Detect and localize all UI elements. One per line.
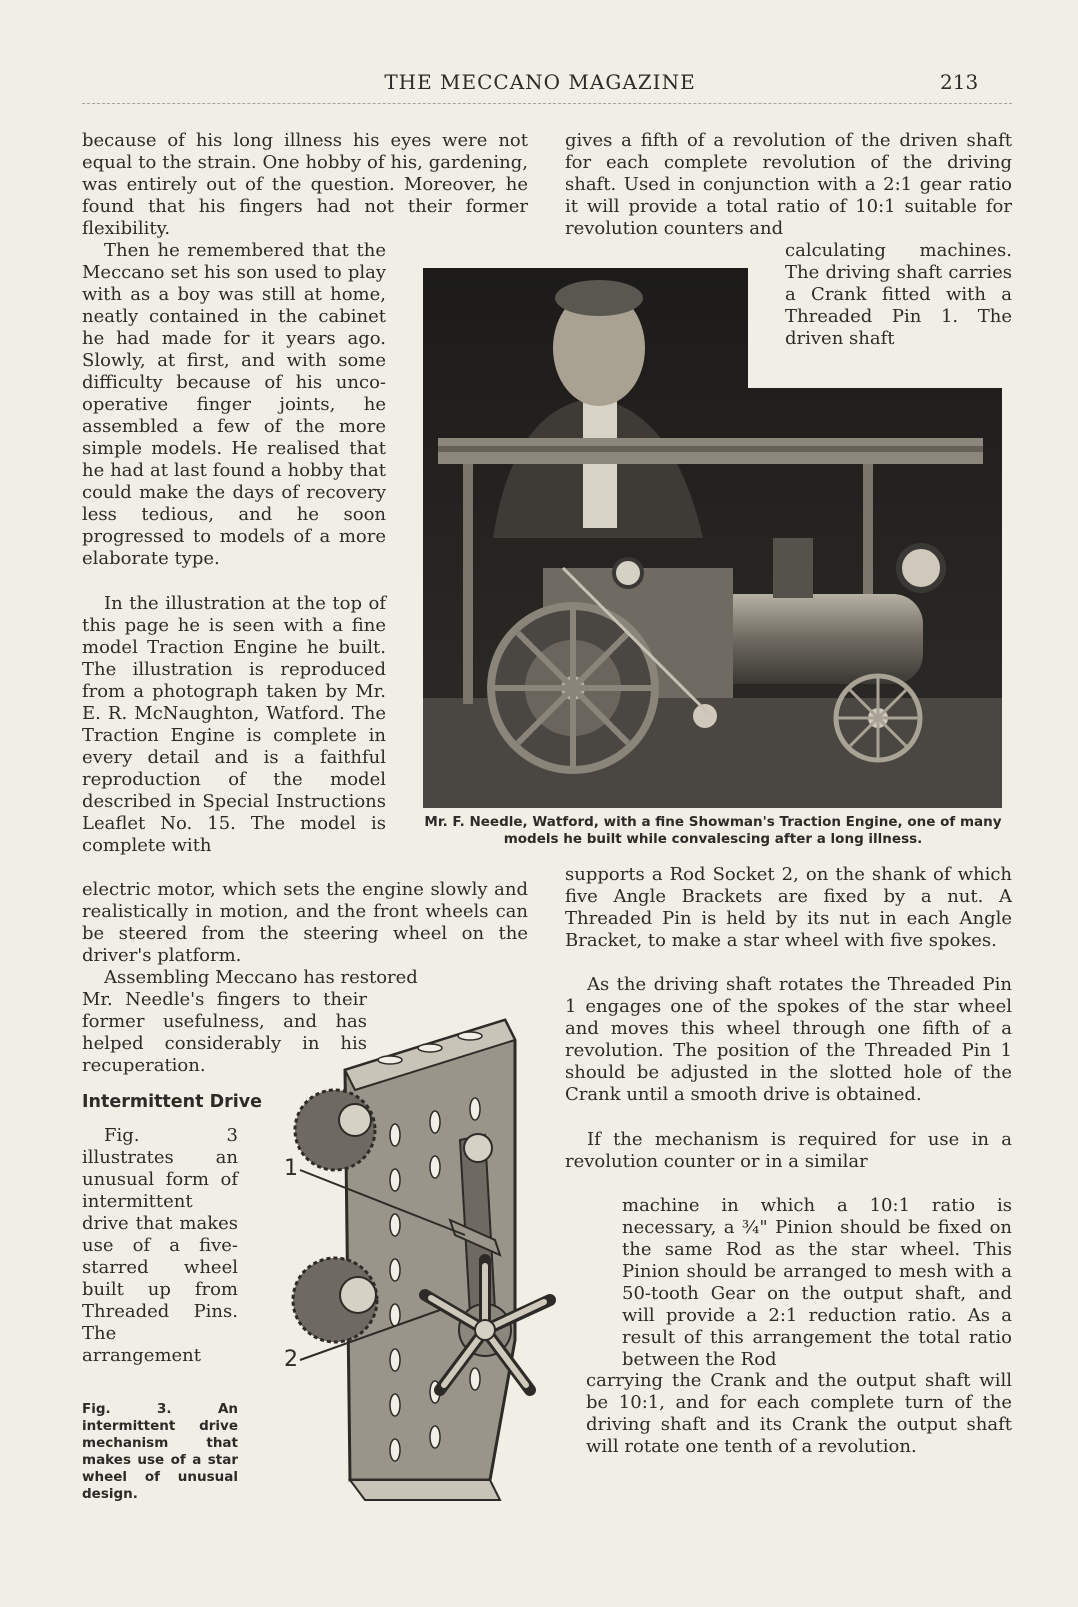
- photo-caption: Mr. F. Needle, Watford, with a fine Showman's Traction Engine, one of many models he built while convalescing after a long illness.: [424, 814, 1002, 847]
- col2-paragraph-4b: machine in which a 10:1 ratio is necessary, a ¾" Pinion should be fixed on the same Rod as the star wheel. This Pinion should be arranged to mesh with a 50-tooth Gear on the output shaft, and will provide a 2:1 reduction ratio. As a result of this arrangement the total ratio between the Rod: [622, 1195, 1012, 1370]
- magazine-title: THE MECCANO MAGAZINE: [384, 70, 696, 94]
- col1-paragraph-4b: Mr. Needle's fingers to their former usefulness, and has helped considerably in his recuperation.: [82, 989, 367, 1076]
- upper-gear: [295, 1090, 375, 1170]
- figure-label-1: 1: [284, 1156, 298, 1181]
- col1-paragraph-3a: In the illustration at the top of this page he is seen with a fine model Traction Engine he built. The illustration is reproduced from a photograph taken by Mr. E. R. McNaughton, Watford. The Traction Engine is complete in every detail and is a faithful reproduction of the model described in Special Instructions Leaflet No. 15. The model is complete with: [82, 593, 386, 856]
- col2-paragraph-4a: If the mechanism is required for use in a revolution counter or in a similar: [565, 1129, 1012, 1172]
- col2-paragraph-3: As the driving shaft rotates the Threaded Pin 1 engages one of the spokes of the star wheel and moves this wheel through one fifth of a revolution. The position of the Threaded Pin 1 should be adjusted in the slotted hole of the Crank until a smooth drive is obtained.: [565, 974, 1012, 1105]
- col1-paragraph-2: Then he remembered that the Meccano set his son used to play with as a boy was still at home, neatly contained in the cabinet he had made for it years ago. Slowly, at first, and with some difficulty because of his unco-operative finger joints, he assembled a few of the more simple models. He realised that he had at last found a hobby that could make the days of recovery less tedious, and he soon progressed to models of a more elaborate type.: [82, 240, 386, 569]
- col1-paragraph-4a: Assembling Meccano has restored: [104, 967, 418, 988]
- col2-paragraph-1: gives a fifth of a revolution of the driven shaft for each complete revolution of the driving shaft. Used in conjunction with a 2:1 gear ratio it will provide a total ratio of 10:1 suitable for revolution counters and: [565, 130, 1012, 239]
- col2-paragraph-1b: calculating machines. The driving shaft carries a Crank fitted with a Threaded Pin 1. The driven shaft: [785, 240, 1012, 349]
- col1-paragraph-1: because of his long illness his eyes were not equal to the strain. One hobby of his, gardening, was entirely out of the question. Moreover, he found that his fingers had not their former flexibility.: [82, 130, 528, 239]
- col2-paragraph-4c: carrying the Crank and the output shaft will be 10:1, and for each complete turn of the driving shaft and its Crank the output shaft will rotate one tenth of a revolution.: [586, 1370, 1012, 1457]
- traction-engine-photo: [423, 268, 1002, 808]
- figure-label-2: 2: [284, 1347, 298, 1372]
- header-rule: [82, 103, 1012, 104]
- lower-gear: [293, 1258, 377, 1342]
- col1-paragraph-3b: electric motor, which sets the engine slowly and realistically in motion, and the front wheels can be steered from the steering wheel on the driver's platform.: [82, 879, 528, 966]
- section-heading: Intermittent Drive: [82, 1092, 263, 1112]
- col2-paragraph-2: supports a Rod Socket 2, on the shank of which five Angle Brackets are fixed by a nut. A Threaded Pin is held by its nut in each Angle Bracket, to make a star wheel with five spokes.: [565, 864, 1012, 951]
- figure-3-mechanism-drawing: [290, 1010, 580, 1510]
- col1-paragraph-5: Fig. 3 illustrates an unusual form of intermittent drive that makes use of a five-starred wheel built up from Threaded Pins. The arrangement: [82, 1125, 238, 1366]
- page-number: 213: [940, 70, 979, 94]
- figure-3-caption: Fig. 3. An intermittent drive mechanism that makes use of a star wheel of unusual design.: [82, 1401, 238, 1502]
